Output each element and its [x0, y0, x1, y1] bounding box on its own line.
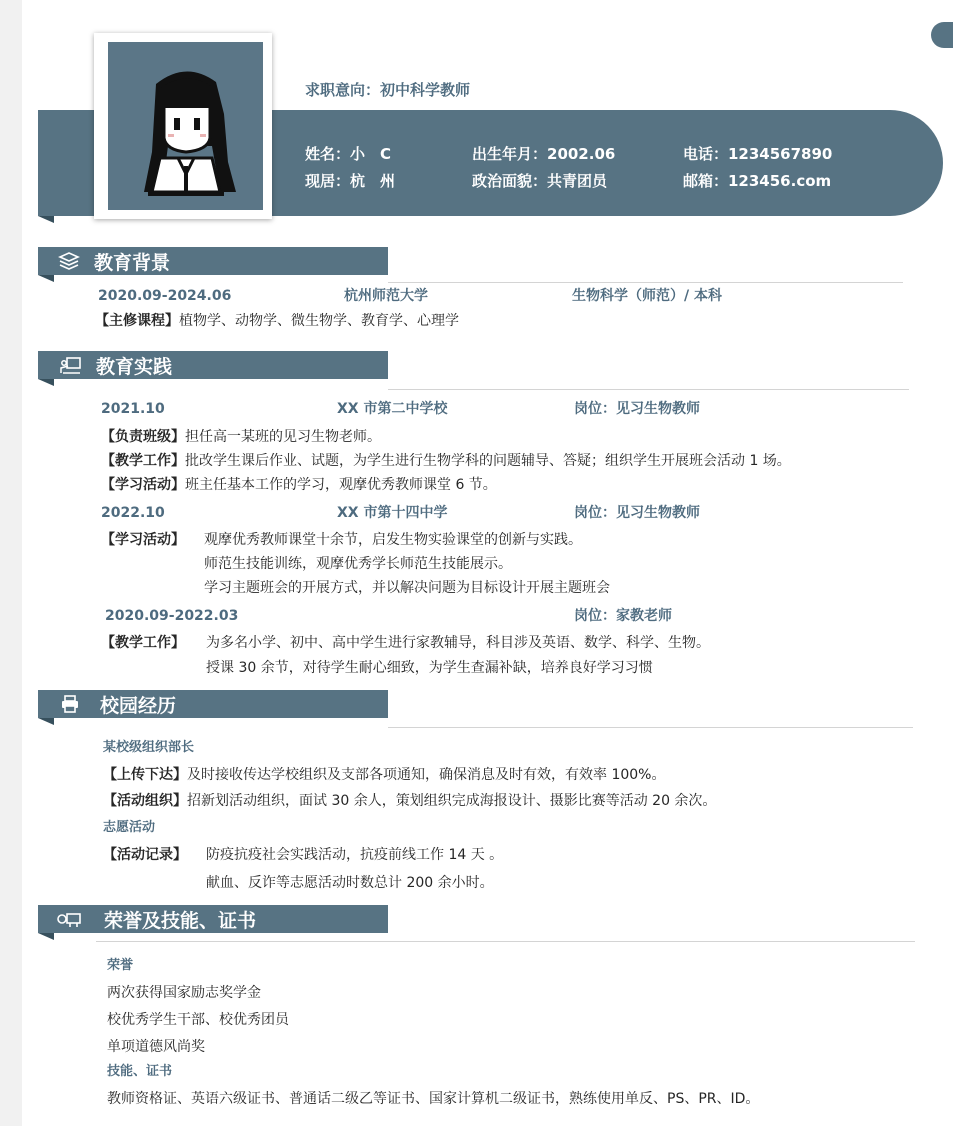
corner-tab: [931, 22, 953, 48]
section-divider: [388, 389, 909, 390]
line-text: 班主任基本工作的学习，观摩优秀教师课堂 6 节。: [185, 477, 497, 493]
line-label: 【教学工作】: [101, 453, 185, 469]
practice-line: [101, 427, 381, 447]
section-fold: [38, 933, 54, 940]
section-title: 荣誉及技能、证书: [104, 910, 257, 932]
line-text: 担任高一某班的见习生物老师。: [185, 429, 381, 445]
section-fold: [38, 379, 54, 386]
courses-text: 植物学、动物学、微生物学、教育学、心理学: [179, 313, 459, 329]
line-label: 【活动记录】: [103, 847, 187, 863]
section-title: 教育实践: [96, 356, 173, 378]
header-fold: [38, 216, 54, 223]
line-text: 及时接收传达学校组织及支部各项通知，确保消息及时有效，有效率 100%。: [187, 767, 666, 783]
practice-date: 2020.09-2022.03: [105, 608, 239, 624]
section-fold: [38, 718, 54, 725]
line-text: 授课 30 余节，对待学生耐心细致，为学生查漏补缺，培养良好学习习惯: [206, 660, 653, 676]
line-text: 师范生技能训练，观摩优秀学长师范生技能展示。: [204, 556, 512, 572]
practice-role: 岗位：见习生物教师: [574, 505, 700, 521]
honor-item: 两次获得国家励志奖学金: [107, 985, 261, 1001]
practice-org: XX 市第十四中学: [337, 505, 448, 521]
avatar: [108, 42, 263, 210]
practice-date: 2022.10: [101, 505, 165, 521]
education-major: 生物科学（师范）/ 本科: [572, 288, 722, 304]
section-education-header: [38, 247, 388, 275]
section-title: 教育背景: [94, 252, 171, 274]
section-divider: [388, 727, 913, 728]
courses-line: [95, 311, 459, 331]
education-school: 杭州师范大学: [344, 288, 428, 304]
politics-field: 政治面貌：共青团员: [472, 172, 608, 190]
honor-item: 校优秀学生干部、校优秀团员: [107, 1012, 289, 1028]
job-objective: 求职意向：初中科学教师: [305, 81, 471, 99]
name-field: 姓名：小 C: [305, 145, 392, 163]
practice-org: XX 市第二中学校: [337, 401, 448, 417]
education-period: 2020.09-2024.06: [98, 288, 232, 304]
line-text: 防疫抗疫社会实践活动，抗疫前线工作 14 天 。: [206, 847, 504, 863]
line-label: 【上传下达】: [103, 767, 187, 783]
line-label: 【负责班级】: [101, 429, 185, 445]
line-text: 献血、反诈等志愿活动时数总计 200 余小时。: [206, 875, 494, 891]
org-heading: 某校级组织部长: [103, 740, 195, 755]
skills-text: 教师资格证、英语六级证书、普通话二级乙等证书、国家计算机二级证书，熟练使用单反、PS、PR、ID。: [107, 1091, 760, 1107]
avatar-illustration: [108, 42, 263, 210]
courses-label: 【主修课程】: [95, 313, 179, 329]
section-practice-header: [38, 351, 388, 379]
phone-field: 电话：1234567890: [683, 145, 833, 163]
stack-layers-icon: [58, 251, 80, 275]
section-honors-header: [38, 905, 388, 933]
section-campus-header: [38, 690, 388, 718]
line-text: 为多名小学、初中、高中学生进行家教辅导，科目涉及英语、数学、科学、生物。: [206, 635, 710, 651]
line-label: 【学习活动】: [101, 532, 185, 548]
email-field: 邮箱：123456.com: [683, 172, 832, 190]
practice-line: [101, 475, 497, 495]
practice-role: 岗位：家教老师: [574, 608, 672, 624]
line-text: 学习主题班会的开展方式，并以解决问题为目标设计开展主题班会: [204, 580, 610, 596]
section-title: 校园经历: [100, 695, 177, 717]
org-heading: 志愿活动: [103, 820, 156, 835]
section-divider: [96, 941, 915, 942]
line-text: 观摩优秀教师课堂十余节，启发生物实验课堂的创新与实践。: [204, 532, 582, 548]
section-divider: [388, 282, 903, 283]
line-label: 【教学工作】: [101, 635, 185, 651]
line-label: 【活动组织】: [103, 793, 187, 809]
skill-heading: 技能、证书: [107, 1064, 173, 1079]
practice-role: 岗位：见习生物教师: [574, 401, 700, 417]
line-text: 招新划活动组织，面试 30 余人，策划组织完成海报设计、摄影比赛等活动 20 余次。: [187, 793, 717, 809]
honor-item: 单项道德风尚奖: [107, 1039, 205, 1055]
birth-field: 出生年月：2002.06: [472, 145, 616, 163]
section-fold: [38, 275, 54, 282]
practice-line: [101, 451, 791, 471]
campus-line: [103, 791, 716, 811]
practice-date: 2021.10: [101, 401, 165, 417]
teacher-board-icon: [60, 355, 82, 379]
honor-heading: 荣誉: [107, 958, 134, 973]
certificate-icon: [56, 909, 82, 933]
line-label: 【学习活动】: [101, 477, 185, 493]
line-text: 批改学生课后作业、试题，为学生进行生物学科的问题辅导、答疑；组织学生开展班会活动 1 场。: [185, 453, 791, 469]
campus-line: [103, 765, 665, 785]
printer-icon: [60, 694, 80, 718]
residence-field: 现居：杭 州: [305, 172, 396, 190]
